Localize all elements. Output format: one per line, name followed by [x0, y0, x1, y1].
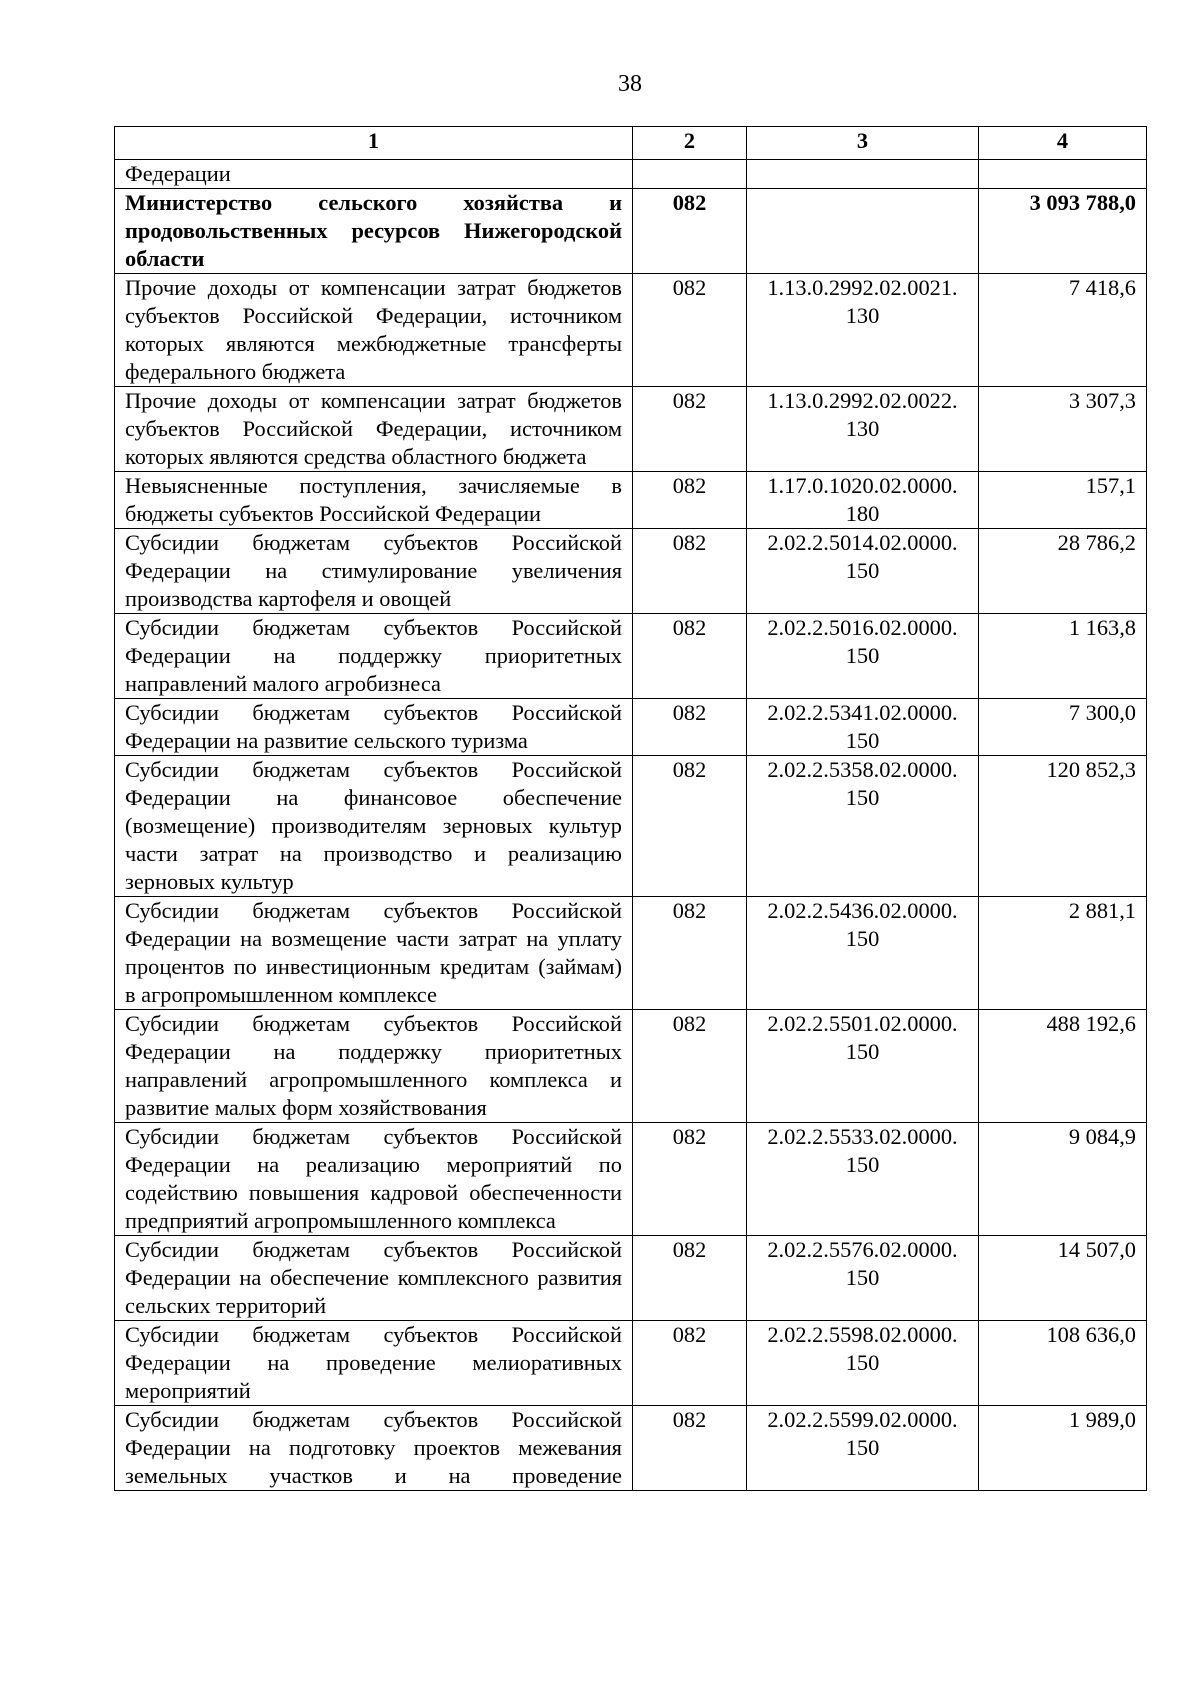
row-name-cell: Прочие доходы от компенсации затрат бюджетов субъектов Российской Федерации, источником которых являются межбюджетные трансферты федерального бюджета — [115, 274, 633, 387]
row-code-cell: 082 — [633, 1123, 747, 1236]
table-header-row — [115, 127, 1147, 160]
row-name-cell: Субсидии бюджетам субъектов Российской Федерации на поддержку приоритетных направлений агропромышленного комплекса и развитие малых форм хозяйствования — [115, 1010, 633, 1123]
row-amount-cell: 3 093 788,0 — [979, 189, 1147, 274]
row-kbk-cell — [747, 1236, 979, 1321]
row-kbk-cell — [747, 189, 979, 274]
kbk-line: 2.02.2.5016.02.0000. — [767, 615, 958, 640]
row-code-cell: 082 — [633, 529, 747, 614]
kbk-line: 150 — [845, 785, 880, 810]
row-amount-cell: 3 307,3 — [979, 387, 1147, 472]
row-amount-cell: 108 636,0 — [979, 1321, 1147, 1406]
kbk-line: 150 — [845, 728, 880, 753]
row-kbk-cell — [747, 1406, 979, 1491]
page-number: 38 — [618, 71, 642, 97]
row-code-cell: 082 — [633, 1010, 747, 1123]
row-name-cell: Субсидии бюджетам субъектов Российской Федерации на подготовку проектов межевания земельных участков и на проведение — [115, 1406, 633, 1491]
kbk-line: 150 — [845, 1350, 880, 1375]
row-name-cell: Субсидии бюджетам субъектов Российской Федерации на развитие сельского туризма — [115, 699, 633, 756]
row-amount-cell: 1 989,0 — [979, 1406, 1147, 1491]
budget-revenue-table — [114, 126, 1147, 1491]
row-name-cell: Субсидии бюджетам субъектов Российской Федерации на реализацию мероприятий по содействию повышения кадровой обеспеченности предприятий агропромышленного комплекса — [115, 1123, 633, 1236]
row-code-cell: 082 — [633, 756, 747, 897]
row-code-cell: 082 — [633, 387, 747, 472]
kbk-line: 1.17.0.1020.02.0000. — [767, 473, 958, 498]
row-kbk-cell — [747, 1010, 979, 1123]
table-row — [115, 387, 1147, 472]
row-code-cell: 082 — [633, 1321, 747, 1406]
row-name-cell: Федерации — [115, 160, 633, 189]
table-row — [115, 189, 1147, 274]
row-name-cell: Субсидии бюджетам субъектов Российской Федерации на обеспечение комплексного развития сельских территорий — [115, 1236, 633, 1321]
kbk-line: 2.02.2.5599.02.0000. — [767, 1407, 958, 1432]
row-kbk-cell — [747, 160, 979, 189]
row-name-cell: Министерство сельского хозяйства и продовольственных ресурсов Нижегородской области — [115, 189, 633, 274]
kbk-line: 2.02.2.5358.02.0000. — [767, 757, 958, 782]
kbk-line: 150 — [845, 1152, 880, 1177]
row-code-cell: 082 — [633, 699, 747, 756]
table-row — [115, 1321, 1147, 1406]
row-name-cell: Невыясненные поступления, зачисляемые в бюджеты субъектов Российской Федерации — [115, 472, 633, 529]
row-kbk-cell — [747, 897, 979, 1010]
kbk-line: 2.02.2.5436.02.0000. — [767, 898, 958, 923]
table-row — [115, 1123, 1147, 1236]
row-kbk-cell — [747, 1321, 979, 1406]
row-code-cell: 082 — [633, 897, 747, 1010]
row-code-cell — [633, 160, 747, 189]
row-kbk-cell — [747, 614, 979, 699]
table-row — [115, 1236, 1147, 1321]
kbk-line: 2.02.2.5501.02.0000. — [767, 1011, 958, 1036]
kbk-line: 180 — [845, 501, 880, 526]
row-kbk-cell — [747, 387, 979, 472]
column-header-code: 2 — [633, 127, 747, 160]
row-kbk-cell — [747, 274, 979, 387]
row-amount-cell: 157,1 — [979, 472, 1147, 529]
kbk-line: 150 — [845, 643, 880, 668]
table-row — [115, 529, 1147, 614]
row-kbk-cell — [747, 756, 979, 897]
kbk-line: 150 — [845, 558, 880, 583]
row-amount-cell: 14 507,0 — [979, 1236, 1147, 1321]
row-code-cell: 082 — [633, 189, 747, 274]
row-code-cell: 082 — [633, 472, 747, 529]
row-name-cell: Субсидии бюджетам субъектов Российской Федерации на стимулирование увеличения производства картофеля и овощей — [115, 529, 633, 614]
row-name-cell: Субсидии бюджетам субъектов Российской Федерации на проведение мелиоративных мероприятий — [115, 1321, 633, 1406]
kbk-line: 2.02.2.5576.02.0000. — [767, 1237, 958, 1262]
row-amount-cell: 7 418,6 — [979, 274, 1147, 387]
kbk-line: 2.02.2.5014.02.0000. — [767, 530, 958, 555]
row-name-cell: Субсидии бюджетам субъектов Российской Федерации на поддержку приоритетных направлений малого агробизнеса — [115, 614, 633, 699]
kbk-line: 130 — [845, 303, 880, 328]
row-kbk-cell — [747, 1123, 979, 1236]
row-amount-cell — [979, 160, 1147, 189]
table-row — [115, 699, 1147, 756]
table-row — [115, 1010, 1147, 1123]
row-name-cell: Субсидии бюджетам субъектов Российской Федерации на возмещение части затрат на уплату процентов по инвестиционным кредитам (займам) в агропромышленном комплексе — [115, 897, 633, 1010]
kbk-line: 130 — [845, 416, 880, 441]
kbk-line: 2.02.2.5341.02.0000. — [767, 700, 958, 725]
row-amount-cell: 7 300,0 — [979, 699, 1147, 756]
column-header-kbk: 3 — [747, 127, 979, 160]
column-header-name: 1 — [115, 127, 633, 160]
row-name-cell: Субсидии бюджетам субъектов Российской Федерации на финансовое обеспечение (возмещение) производителям зерновых культур части затрат на производство и реализацию зерновых культур — [115, 756, 633, 897]
row-code-cell: 082 — [633, 614, 747, 699]
table-row — [115, 160, 1147, 189]
table-row — [115, 897, 1147, 1010]
row-kbk-cell — [747, 699, 979, 756]
row-code-cell: 082 — [633, 1406, 747, 1491]
row-amount-cell: 1 163,8 — [979, 614, 1147, 699]
column-header-amount: 4 — [979, 127, 1147, 160]
kbk-line: 150 — [845, 1039, 880, 1064]
kbk-line: 1.13.0.2992.02.0021. — [767, 275, 958, 300]
table-row — [115, 472, 1147, 529]
row-amount-cell: 120 852,3 — [979, 756, 1147, 897]
row-amount-cell: 28 786,2 — [979, 529, 1147, 614]
table-row — [115, 1406, 1147, 1491]
kbk-line: 150 — [845, 926, 880, 951]
kbk-line: 150 — [845, 1435, 880, 1460]
row-kbk-cell — [747, 529, 979, 614]
row-code-cell: 082 — [633, 274, 747, 387]
kbk-line: 2.02.2.5598.02.0000. — [767, 1322, 958, 1347]
table-body — [115, 160, 1147, 1491]
row-amount-cell: 2 881,1 — [979, 897, 1147, 1010]
kbk-line: 1.13.0.2992.02.0022. — [767, 388, 958, 413]
table-row — [115, 756, 1147, 897]
row-amount-cell: 9 084,9 — [979, 1123, 1147, 1236]
row-amount-cell: 488 192,6 — [979, 1010, 1147, 1123]
kbk-line: 150 — [845, 1265, 880, 1290]
row-name-cell: Прочие доходы от компенсации затрат бюджетов субъектов Российской Федерации, источником которых являются средства областного бюджета — [115, 387, 633, 472]
table-row — [115, 274, 1147, 387]
row-code-cell: 082 — [633, 1236, 747, 1321]
row-kbk-cell — [747, 472, 979, 529]
kbk-line: 2.02.2.5533.02.0000. — [767, 1124, 958, 1149]
table-row — [115, 614, 1147, 699]
